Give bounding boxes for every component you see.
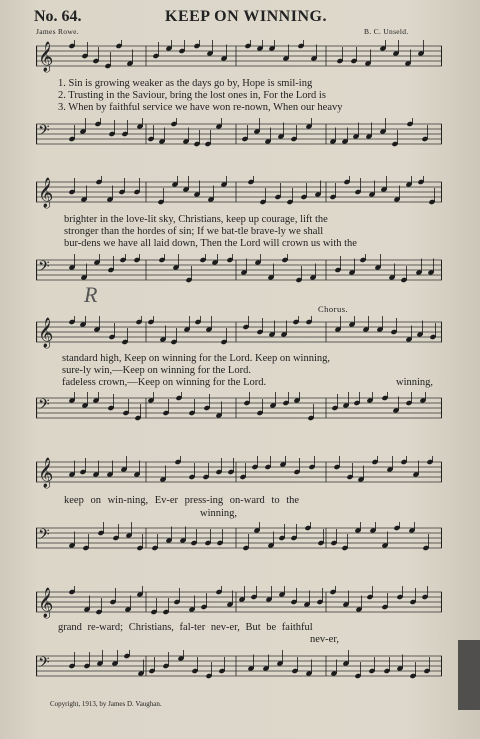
- alto-echo-3: winning,: [396, 377, 434, 388]
- facing-page-edge: [458, 640, 480, 710]
- verse-1-line-2: brighter in the love-lit sky, Christians, keep up courage, lift the: [64, 214, 328, 225]
- svg-text:𝄞: 𝄞: [38, 178, 54, 208]
- alto-echo-4: winning,: [200, 508, 238, 519]
- treble-staff-2: [36, 176, 442, 212]
- svg-text:𝄢: 𝄢: [38, 122, 50, 143]
- chorus-line-2: grand re-ward; Christians, fal-ter nev-er, But be faithful: [58, 622, 313, 633]
- bass-staff-1: [36, 118, 442, 154]
- svg-text:𝄞: 𝄞: [38, 458, 54, 488]
- copyright-notice: Copyright, 1913, by James D. Vaughan.: [50, 700, 162, 708]
- svg-text:𝄞: 𝄞: [38, 42, 54, 72]
- verse-1-line-3: standard high, Keep on winning for the Lord. Keep on winning,: [62, 353, 330, 364]
- verse-3-line-1: 3. When by faithful service we have won re-nown, When our heavy: [58, 102, 343, 113]
- treble-staff-4: [36, 456, 442, 492]
- composer-credit: B. C. Unseld.: [364, 27, 409, 36]
- verse-2-line-3: sure-ly win,—Keep on winning for the Lord.: [62, 365, 251, 376]
- svg-text:𝄢: 𝄢: [38, 654, 50, 675]
- treble-staff-1: [36, 40, 442, 76]
- margin-annotation: R: [84, 282, 98, 307]
- chorus-label: Chorus.: [318, 304, 349, 314]
- chorus-line-1: keep on win-ning, Ev-er press-ing on-ward to the: [64, 495, 300, 506]
- bass-staff-4: [36, 522, 442, 558]
- hymn-title: KEEP ON WINNING.: [165, 8, 327, 25]
- svg-text:𝄢: 𝄢: [38, 258, 50, 279]
- svg-text:𝄢: 𝄢: [38, 526, 50, 547]
- bass-staff-5: [36, 650, 442, 686]
- verse-3-line-2: bur-dens we have all laid down, Then the Lord will crown us with the: [64, 238, 357, 249]
- verse-2-line-2: stronger than the hordes of sin; If we bat-tle brave-ly we shall: [64, 226, 324, 237]
- svg-text:𝄞: 𝄞: [38, 318, 54, 348]
- lyricist-credit: James Rowe.: [36, 27, 79, 36]
- bass-staff-3: [36, 392, 442, 428]
- alto-echo-5: nev-er,: [310, 634, 340, 645]
- svg-text:𝄞: 𝄞: [38, 588, 54, 618]
- treble-staff-3: [36, 316, 442, 352]
- hymn-number: No. 64.: [34, 8, 82, 25]
- verse-1-line-1: 1. Sin is growing weaker as the days go by, Hope is smil-ing: [58, 78, 313, 89]
- verse-3-line-3: fadeless crown,—Keep on winning for the Lord.: [62, 377, 267, 388]
- svg-text:𝄢: 𝄢: [38, 396, 50, 417]
- verse-2-line-1: 2. Trusting in the Saviour, bring the lost ones in, For the Lord is: [58, 90, 326, 101]
- treble-staff-5: [36, 586, 442, 622]
